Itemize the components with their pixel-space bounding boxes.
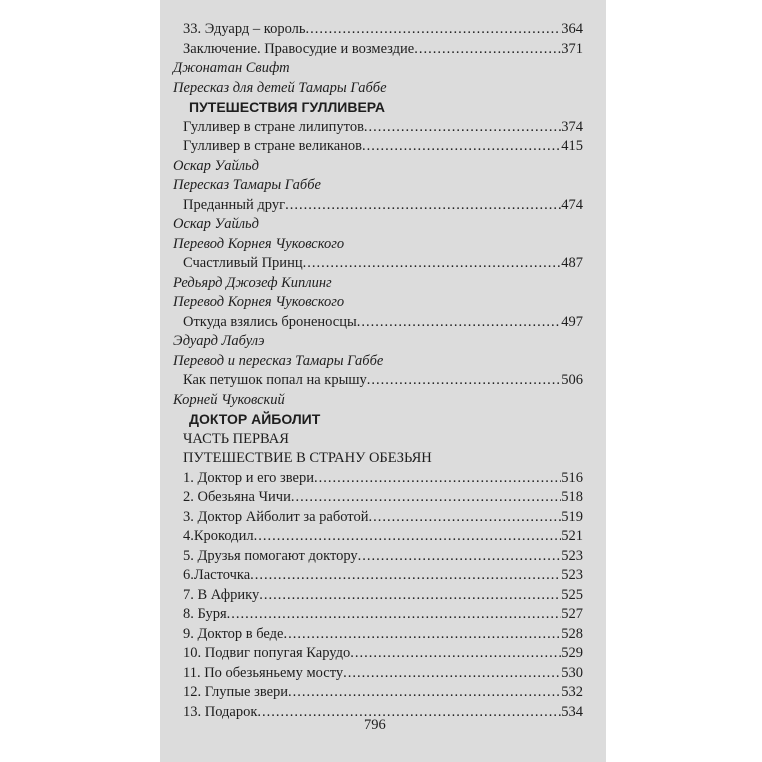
toc-entry [183, 469, 583, 488]
toc-author-line: Корней Чуковский [173, 391, 285, 408]
toc-entry [183, 40, 583, 59]
toc-entry [183, 313, 583, 332]
toc-entry-title: 13. Подарок [183, 703, 258, 720]
toc-author-line: Эдуард Лабулэ [173, 333, 265, 349]
toc-entry-title: 7. В Африку [183, 586, 260, 603]
toc-entry [183, 488, 583, 507]
toc-entry-page: 516 [561, 469, 583, 486]
toc-entry-page: 519 [561, 508, 583, 525]
toc-entry-page: 474 [561, 196, 583, 213]
dot-leader [364, 118, 561, 137]
dot-leader [291, 488, 561, 507]
toc-part-heading: ЧАСТЬ ПЕРВАЯ [183, 430, 289, 447]
toc-part-heading: ПУТЕШЕСТВИЕ В СТРАНУ ОБЕЗЬЯН [183, 450, 432, 466]
toc-author-line: Перевод Корнея Чуковского [173, 294, 345, 310]
toc-entry-title: 1. Доктор и его звери [183, 469, 314, 486]
toc-entry-page: 415 [561, 138, 583, 154]
dot-leader [343, 664, 561, 683]
toc-author-line: Пересказ для детей Тамары Габбе [173, 79, 387, 96]
dot-leader [303, 254, 562, 273]
toc-entry-title: 33. Эдуард – король [183, 21, 306, 37]
dot-leader [257, 703, 561, 722]
toc-entry-page: 525 [561, 586, 583, 603]
toc-author-line: Перевод и пересказ Тамары Габбе [173, 352, 384, 369]
toc-entry [183, 644, 583, 663]
toc-entry-page: 518 [561, 489, 583, 505]
toc-author-line: Пересказ Тамары Габбе [173, 177, 321, 193]
toc-section-heading: ПУТЕШЕСТВИЯ ГУЛЛИВЕРА [189, 99, 385, 115]
toc-section-heading: ДОКТОР АЙБОЛИТ [189, 411, 321, 427]
toc-entry-title: 3. Доктор Айболит за работой [183, 508, 369, 525]
toc-entry-page: 527 [561, 606, 583, 622]
dot-leader [358, 547, 562, 566]
toc-entry-title: Заключение. Правосудие и возмездие [183, 40, 415, 57]
toc-entry-title: Как петушок попал на крышу [183, 372, 367, 388]
toc-entry [183, 527, 583, 546]
toc-entry-page: 506 [561, 372, 583, 388]
toc-entry [183, 118, 583, 137]
toc-entry-title: 12. Глупые звери [183, 684, 289, 700]
toc-author-line: Оскар Уайльд [173, 157, 259, 174]
toc-author-line: Оскар Уайльд [173, 216, 259, 232]
toc-entry-page: 487 [561, 255, 583, 271]
toc-entry-page: 523 [561, 567, 583, 583]
toc-entry-page: 529 [561, 645, 583, 661]
toc-entry-title: 4.Крокодил [183, 528, 254, 544]
toc-entry-page: 371 [561, 40, 583, 57]
toc-entry [183, 586, 583, 605]
dot-leader [288, 683, 561, 702]
dot-leader [254, 527, 562, 546]
toc-entry-title: Гулливер в стране лилипутов [183, 118, 364, 135]
toc-entry-title: 10. Подвиг попугая Карудо [183, 645, 351, 661]
dot-leader [227, 605, 562, 624]
toc-author-line: Редьярд Джозеф Киплинг [173, 274, 332, 291]
toc-entry [183, 664, 583, 683]
toc-entry [183, 683, 583, 702]
toc-entry [183, 508, 583, 527]
toc-entry-title: 2. Обезьяна Чичи [183, 489, 291, 505]
toc-entry-page: 364 [561, 21, 583, 37]
toc-entry [183, 196, 583, 215]
dot-leader [250, 566, 561, 585]
toc-author-line: Джонатан Свифт [173, 60, 290, 76]
dot-leader [414, 40, 561, 59]
dot-leader [285, 196, 561, 215]
toc-entry [183, 566, 583, 585]
toc-entry [183, 371, 583, 390]
toc-entry-title: Откуда взялись броненосцы [183, 313, 357, 330]
toc-entry-page: 528 [561, 625, 583, 642]
toc-entry-title: 11. По обезьяньему мосту [183, 664, 344, 681]
toc-entry-page: 534 [561, 703, 583, 720]
toc-entry-page: 521 [561, 528, 583, 544]
toc-entry-title: Гулливер в стране великанов [183, 138, 362, 154]
toc-entry-title: 8. Буря [183, 606, 227, 622]
toc-entry-title: 6.Ласточка [183, 567, 251, 583]
toc-entry-page: 497 [561, 313, 583, 330]
toc-entry [183, 20, 583, 39]
toc-entry [183, 254, 583, 273]
toc-entry-title: Преданный друг [183, 196, 286, 213]
toc-author-line: Перевод Корнея Чуковского [173, 235, 345, 252]
toc-entry-title: Счастливый Принц [183, 255, 303, 271]
toc-entry-page: 532 [561, 684, 583, 700]
toc-entry-page: 523 [561, 547, 583, 564]
dot-leader [259, 586, 561, 605]
dot-leader [367, 371, 562, 390]
toc-entry [183, 605, 583, 624]
dot-leader [350, 644, 561, 663]
toc-entry-title: 5. Друзья помогают доктору [183, 547, 358, 564]
toc-entry-page: 530 [561, 664, 583, 681]
dot-leader [283, 625, 561, 644]
toc-entry-title: 9. Доктор в беде [183, 625, 284, 642]
dot-leader [357, 313, 562, 332]
toc-entry-page: 374 [561, 118, 583, 135]
toc-entry [183, 547, 583, 566]
toc-entry [183, 625, 583, 644]
dot-leader [314, 469, 561, 488]
toc-entry [183, 137, 583, 156]
dot-leader [368, 508, 561, 527]
dot-leader [362, 137, 561, 156]
page-number: 796 [364, 717, 386, 733]
dot-leader [306, 20, 562, 39]
